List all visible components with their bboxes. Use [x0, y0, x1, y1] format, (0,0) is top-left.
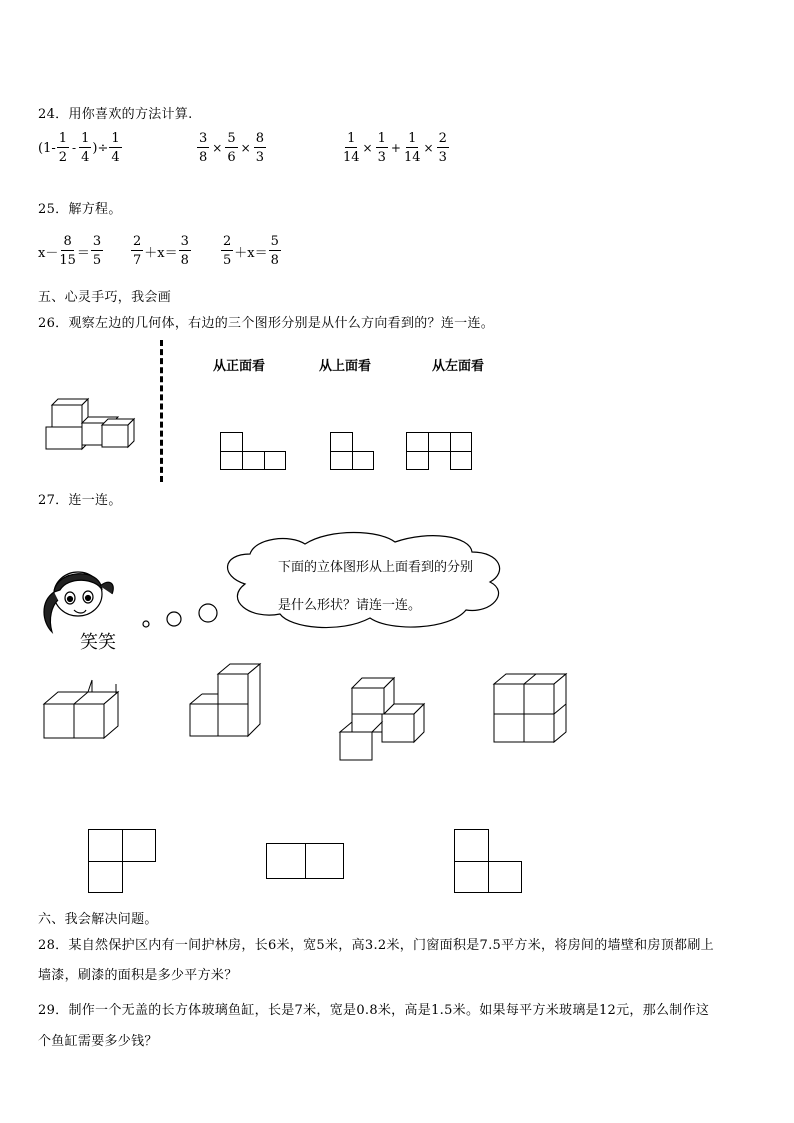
q29-line-2: 个鱼缸需要多少钱？	[38, 1034, 158, 1049]
section-6-heading: 六、我会解决问题。	[38, 912, 158, 927]
plus-sign: +	[390, 141, 401, 155]
equals-sign: ＝	[76, 245, 90, 261]
fraction: $\frac{2}{3}$	[438, 131, 447, 165]
q24-title: 24．用你喜欢的方法计算.	[38, 107, 193, 122]
fraction: $\frac{3}{5}$	[92, 234, 102, 268]
fraction: $\frac{3}{8}$	[180, 234, 189, 268]
q27-top-view-2[interactable]	[266, 843, 344, 879]
q26-view-shape-1[interactable]	[220, 432, 286, 470]
fraction: $\frac{1}{4}$	[111, 131, 120, 165]
times-sign: ×	[240, 141, 251, 155]
q27-solid-3	[338, 676, 430, 762]
thought-bubble	[140, 530, 560, 640]
q26-view-shape-2[interactable]	[330, 432, 374, 470]
bubble-text-line-2: 是什么形状？请连一连。	[278, 598, 422, 613]
times-sign: ×	[362, 141, 373, 155]
q24-expression-2	[196, 132, 267, 164]
q25-equation-2	[130, 235, 192, 267]
label-left-view[interactable]: 从左面看	[432, 359, 485, 374]
equation-lead: x－	[38, 245, 59, 261]
q26-view-shape-3[interactable]	[406, 432, 472, 470]
dashed-divider	[160, 340, 163, 482]
paren-open: (1-	[38, 140, 56, 156]
fraction: $\frac{2}{7}$	[133, 234, 142, 268]
q24-expression-3	[342, 132, 450, 164]
q27-solid-4	[492, 672, 572, 747]
fraction: $\frac{2}{5}$	[223, 234, 232, 268]
q27-title: 27．连一连。	[38, 493, 122, 508]
q24-expression-1	[38, 132, 123, 164]
fraction: $\frac{1}{4}$	[81, 131, 90, 165]
equation-middle: ＋x＝	[144, 245, 178, 261]
fraction: $\frac{8}{3}$	[255, 131, 264, 165]
fraction: $\frac{1}{3}$	[377, 131, 386, 165]
times-sign: ×	[423, 141, 434, 155]
fraction: $\frac{8}{15}$	[59, 234, 76, 268]
character-name: 笑笑	[80, 632, 116, 653]
fraction: $\frac{3}{8}$	[199, 131, 208, 165]
fraction: $\frac{1}{14}$	[403, 131, 421, 165]
q27-solid-2	[188, 662, 268, 742]
times-sign: ×	[212, 141, 223, 155]
q28-line-1: 28．某自然保护区内有一间护林房，长6米，宽5米，高3.2米，门窗面积是7.5平方米，将房间的墙壁和房顶都刷上	[38, 938, 714, 953]
q26-title: 26．观察左边的几何体，右边的三个图形分别是从什么方向看到的？连一连。	[38, 316, 495, 331]
q27-solid-1	[40, 680, 130, 740]
q27-top-view-1[interactable]	[88, 829, 156, 893]
q25-equation-3	[220, 235, 282, 267]
q25-title: 25．解方程。	[38, 202, 122, 217]
bubble-text-line-1: 下面的立体图形从上面看到的分别	[278, 560, 474, 575]
q25-equation-1	[38, 235, 104, 267]
q29-line-1: 29．制作一个无盖的长方体玻璃鱼缸，长是7米，宽是0.8米，高是1.5米。如果每平方米玻璃是12元，那么制作这	[38, 1003, 710, 1018]
label-top-view[interactable]: 从上面看	[319, 359, 372, 374]
section-5-heading: 五、心灵手巧，我会画	[38, 290, 172, 305]
fraction: $\frac{5}{8}$	[270, 234, 279, 268]
fraction: $\frac{1}{2}$	[58, 131, 68, 165]
equation-middle: ＋x＝	[234, 245, 268, 261]
label-front-view[interactable]: 从正面看	[213, 359, 266, 374]
q26-solid-figure	[40, 395, 140, 457]
fraction: $\frac{5}{6}$	[227, 131, 236, 165]
q27-top-view-3[interactable]	[454, 829, 522, 893]
fraction: $\frac{1}{14}$	[343, 131, 360, 165]
paren-close-divide: )÷	[92, 140, 109, 156]
q28-line-2: 墙漆，刷漆的面积是多少平方米？	[38, 968, 238, 983]
minus-sign: -	[72, 141, 77, 155]
